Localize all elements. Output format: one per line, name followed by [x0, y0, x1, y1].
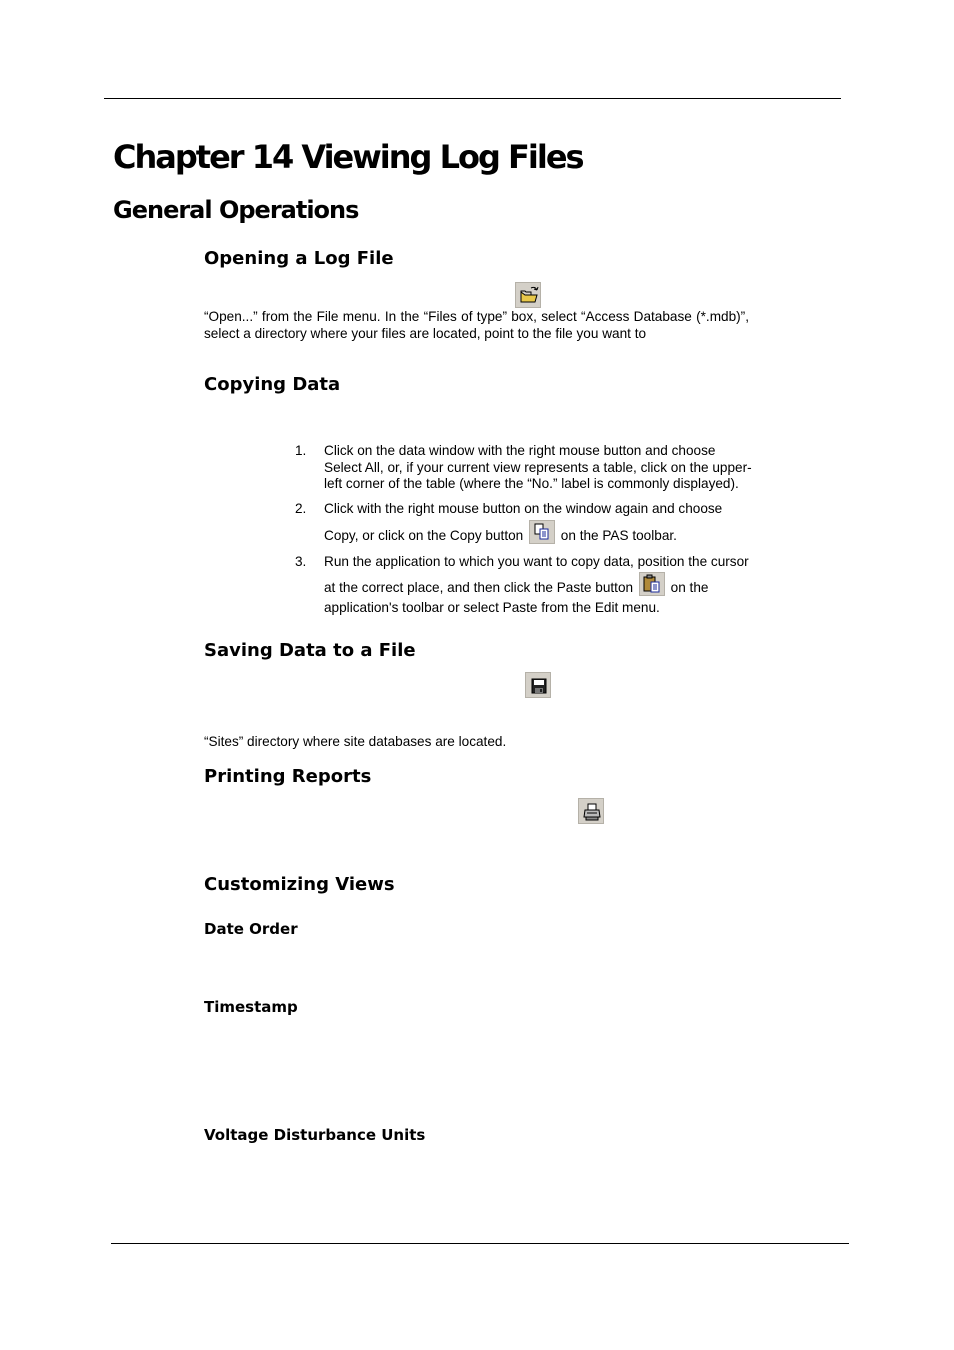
list-item	[295, 498, 755, 547]
step-text: Run the application to which you want to copy data, position the cursor at the correct place, and then click the Paste button	[324, 553, 749, 595]
customizing-heading: Customizing Views	[204, 874, 395, 895]
saving-heading: Saving Data to a File	[204, 640, 416, 661]
date-order-heading: Date Order	[204, 920, 298, 938]
step-text-after: on the application's toolbar or select Paste from the Edit menu.	[324, 579, 709, 615]
section-title: General Operations	[113, 196, 359, 224]
copying-heading: Copying Data	[204, 374, 341, 395]
step-text: Click with the right mouse button on the window again and choose Copy, or click on the Copy button	[324, 500, 723, 543]
step-number: 3.	[295, 553, 307, 569]
list-item	[295, 552, 755, 618]
list-item	[295, 443, 755, 493]
timestamp-heading: Timestamp	[204, 998, 298, 1016]
step-text-after: on the PAS toolbar.	[560, 527, 677, 543]
footer-rule	[111, 1243, 849, 1244]
chapter-title: Chapter 14 Viewing Log Files	[113, 138, 583, 176]
paste-icon	[639, 572, 665, 596]
step-number: 1.	[295, 443, 307, 458]
printing-heading: Printing Reports	[204, 766, 372, 787]
copy-icon	[529, 520, 555, 544]
header-rule	[104, 98, 841, 99]
open-folder-icon	[515, 282, 541, 308]
opening-text: “Open...” from the File menu. In the “Files of type” box, select “Access Database (*.mdb)”, select a directory where your files are located, point to the file you want to	[204, 309, 749, 341]
step-text: Click on the data window with the right mouse button and choose Select All, or, if your current view represents a table, click on the upper-left corner of the table (where the “No.” label is commonly displayed).	[324, 443, 752, 491]
save-disk-icon	[525, 672, 551, 698]
step-number: 2.	[295, 500, 307, 516]
saving-text: “Sites” directory where site databases are located.	[204, 734, 507, 749]
voltage-units-heading: Voltage Disturbance Units	[204, 1126, 426, 1144]
opening-heading: Opening a Log File	[204, 248, 394, 269]
printer-icon	[578, 798, 604, 824]
copy-steps-list	[295, 443, 755, 623]
